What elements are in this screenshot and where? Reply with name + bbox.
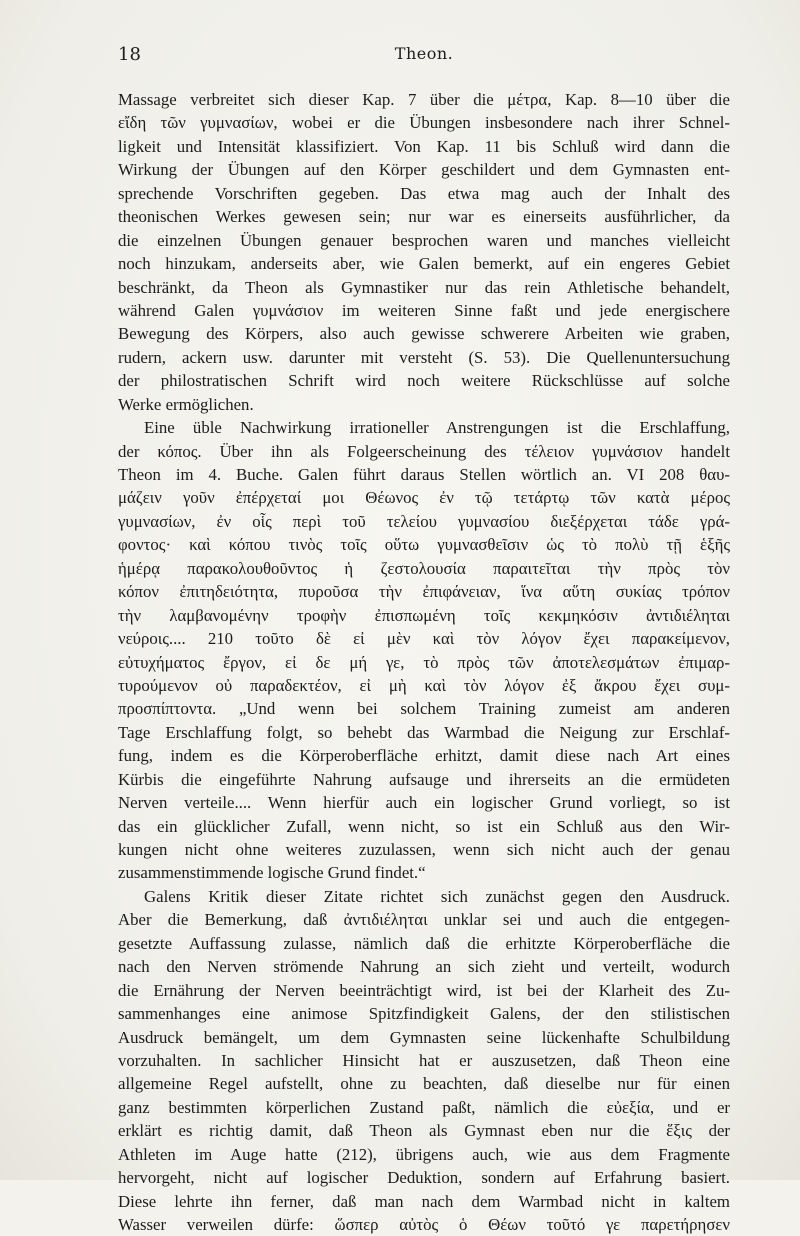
text-line: hervorgeht, nicht auf logischer Deduktion, sondern auf Erfahrung basiert. [118, 1168, 730, 1188]
page-number: 18 [118, 44, 141, 65]
greek-quote-line: νεύροις.... 210 τοῦτο δὲ εἰ μὲν καὶ τὸν λόγον ἔχει παρακείμενον, [118, 629, 730, 649]
greek-quote-line: κόπον ἐπιτηδειότητα, πυροῦσα τὴν ἐπιφάνειαν, ἵνα αὕτη συκίας τρόπον [118, 582, 730, 602]
text-line: Athleten im Auge hatte (212), übrigens auch, wie aus dem Fragmente [118, 1144, 730, 1164]
greek-quote-line: μάζειν γοῦν ἐπέρχεταί μοι Θέωνος ἐν τῷ τετάρτῳ τῶν κατὰ μέρος [118, 488, 730, 508]
paragraph-start-line: Eine üble Nachwirkung irrationeller Anstrengungen ist die Erschlaffung, [144, 418, 730, 438]
text-line: Ausdruck bemängelt, um dem Gymnasten seine lückenhafte Schulbildung [118, 1027, 730, 1047]
text-line: allgemeine Regel aufstellt, ohne zu beachten, daß dieselbe nur für einen [118, 1074, 730, 1094]
text-line: die einzelnen Übungen genauer besprochen waren und manches vielleicht [118, 230, 730, 250]
text-line: beschränkt, da Theon als Gymnastiker nur das rein Athletische behandelt, [118, 277, 730, 297]
greek-quote-line: τὴν λαμβανομένην τροφὴν ἐπισπωμένη τοῖς κεκμηκόσιν ἀντιδιέληται [118, 605, 730, 625]
greek-quote-line: φοντος· καὶ κόπου τινὸς τοῖς οὕτω γυμνασθεῖσιν ὡς τὸ πολὺ τῇ ἑξῆς [118, 535, 730, 555]
text-line: theonischen Werkes gewesen sein; nur war es einerseits ausführlicher, da [118, 207, 730, 227]
text-line: ganz bestimmten körperlichen Zustand paßt, nämlich die εὐεξία, und er [118, 1097, 730, 1117]
text-line: die Ernährung der Nerven beeinträchtigt wird, ist bei der Klarheit des Zu- [118, 980, 730, 1000]
text-line: der κόπος. Über ihn als Folgeerscheinung des τέλειον γυμνάσιον handelt [118, 441, 730, 461]
text-line: Werke ermöglichen. [118, 394, 254, 414]
text-line: Wasser verweilen dürfe: ὥσπερ αὐτὸς ὁ Θέων τοῦτό γε παρετήρησεν [118, 1215, 730, 1234]
text-line: nach den Nerven strömende Nahrung an sich zieht und verteilt, wodurch [118, 957, 730, 977]
text-line: kungen nicht ohne weiteres zuzulassen, wenn sich nicht auch der genau [118, 840, 730, 859]
text-line: sammenhanges eine animose Spitzfindigkeit Galens, der den stilistischen [118, 1004, 730, 1024]
text-line: der philostratischen Schrift wird noch weitere Rückschlüsse auf solche [118, 371, 730, 391]
greek-quote-line: εὐτυχήματος ἔργον, εἰ δε μή γε, τὸ πρὸς τῶν ἀποτελεσμάτων ἐπιμαρ- [118, 652, 730, 672]
text-line: Aber die Bemerkung, daß ἀντιδιέληται unklar sei und auch die entgegen- [118, 910, 730, 930]
text-line: gesetzte Auffassung zulasse, nämlich daß die erhitzte Körperoberfläche die [118, 933, 730, 953]
text-line: noch hinzukam, anderseits aber, wie Galen bemerkt, auf ein engeres Gebiet [118, 254, 730, 274]
text-line: εἴδη τῶν γυμνασίων, wobei er die Übungen insbesondere nach ihrer Schnel- [118, 113, 730, 133]
text-line: erklärt es richtig damit, daß Theon als Gymnast eben nur die ἕξις der [118, 1121, 730, 1141]
greek-quote-line: τυρούμενον οὐ παραδεκτέον, εἰ μὴ καὶ τὸν λόγον ἐξ ἄκρου ἔχει συμ- [118, 675, 730, 695]
text-line: Theon im 4. Buche. Galen führt daraus Stellen wörtlich an. VI 208 θαυ- [118, 465, 730, 484]
text-line: Tage Erschlaffung folgt, so behebt das Warmbad die Neigung zur Erschlaf- [118, 722, 730, 742]
text-line: während Galen γυμνάσιον im weiteren Sinne faßt und jede energischere [118, 300, 730, 320]
text-line: das ein glücklicher Zufall, wenn nicht, so ist ein Schluß aus den Wir- [118, 816, 730, 836]
text-line: Kürbis die eingeführte Nahrung aufsauge und ihrerseits an die ermüdeten [118, 769, 730, 789]
body-text [118, 88, 730, 1236]
paragraph-start-line: Galens Kritik dieser Zitate richtet sich zunächst gegen den Ausdruck. [144, 886, 730, 906]
text-line: ligkeit und Intensität klassifiziert. Von Kap. 11 bis Schluß wird dann die [118, 136, 730, 156]
text-line: προσπίπτοντα. „Und wenn bei solchem Training zumeist am anderen [118, 699, 730, 719]
text-line: fung, indem es die Körperoberfläche erhitzt, damit diese nach Art eines [118, 746, 730, 766]
text-line: Nerven verteile.... Wenn hierfür auch ein logischer Grund vorliegt, so ist [118, 793, 730, 813]
text-line: sprechende Vorschriften gegeben. Das etwa mag auch der Inhalt des [118, 183, 730, 203]
text-line: Wirkung der Übungen auf den Körper geschildert und dem Gymnasten ent- [118, 160, 730, 180]
text-line: vorzuhalten. In sachlicher Hinsicht hat er auszusetzen, daß Theon eine [118, 1050, 730, 1070]
text-line: Massage verbreitet sich dieser Kap. 7 über die μέτρα, Kap. 8—10 über die [118, 90, 730, 109]
text-line: zusammenstimmende logische Grund findet.“ [118, 863, 426, 883]
running-head: Theon. [394, 44, 454, 63]
greek-quote-line: ἡμέρᾳ παρακολουθοῦντος ἡ ζεστολουσία παραιτεῖται τὴν πρὸς τὸν [118, 558, 730, 578]
greek-quote-line: γυμνασίων, ἐν οἷς περὶ τοῦ τελείου γυμνασίου διεξέρχεται τάδε γρά- [118, 511, 730, 531]
text-line: Bewegung des Körpers, also auch gewisse schwerere Arbeiten wie graben, [118, 324, 730, 344]
page-header [118, 44, 730, 70]
text-line: rudern, ackern usw. darunter mit versteht (S. 53). Die Quellenuntersuchung [118, 347, 730, 367]
text-line: Diese lehrte ihn ferner, daß man nach dem Warmbad nicht in kaltem [118, 1191, 730, 1211]
